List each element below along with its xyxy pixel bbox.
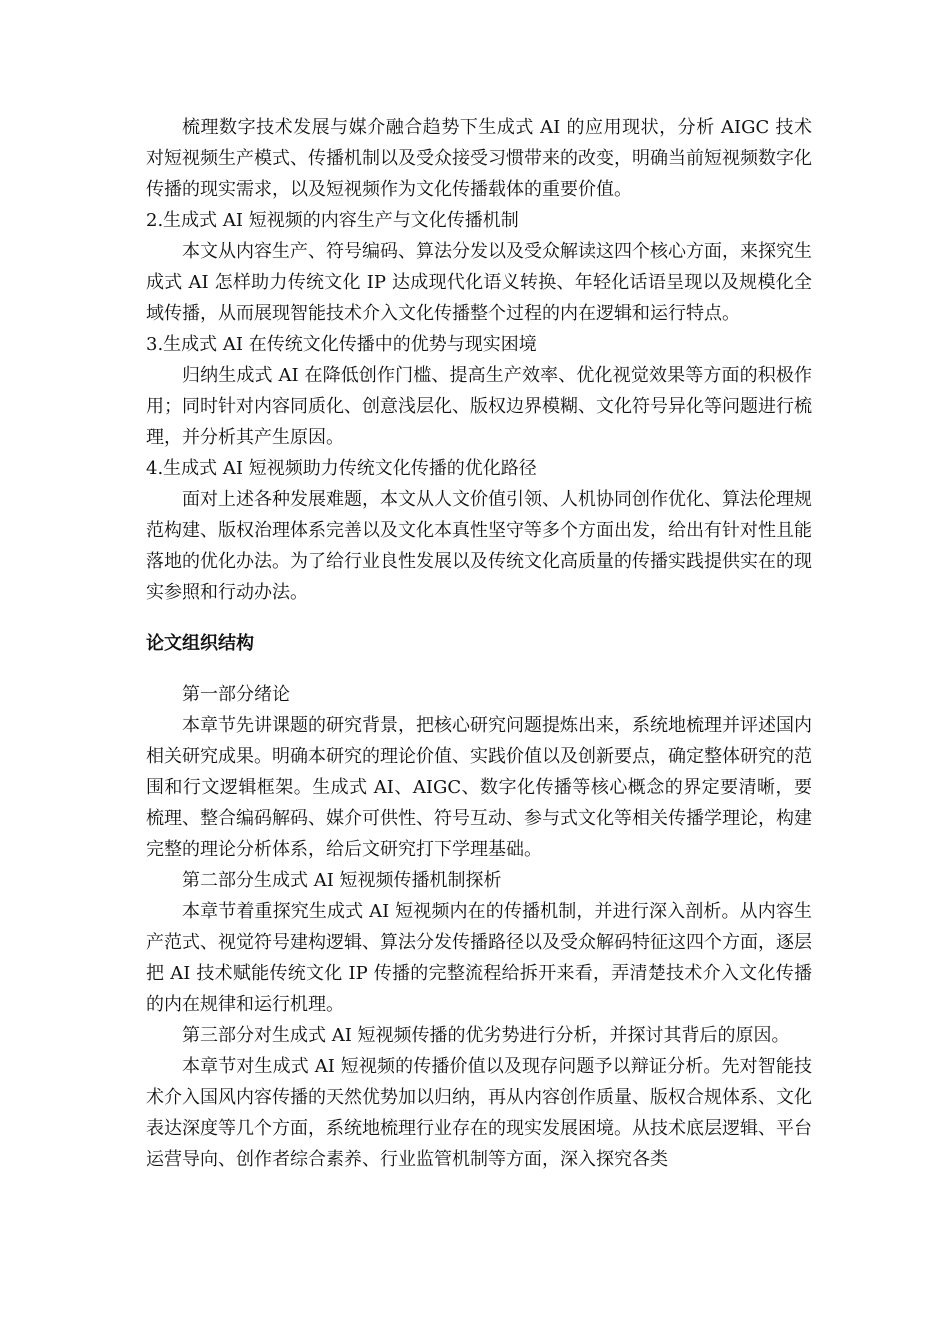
part-one-paragraph: 本章节先讲课题的研究背景，把核心研究问题提炼出来，系统地梳理并评述国内相关研究成果。明确本研究的理论价值、实践价值以及创新要点，确定整体研究的范围和行文逻辑框架。生成式 AI、AIGC、数字化传播等核心概念的界定要清晰，要梳理、整合编码解码、媒介可供性、符号互动、参与式文化等相关传播学理论，构建完整的理论分析体系，给后文研究打下学理基础。 bbox=[146, 715, 812, 860]
part-three-paragraph: 本章节对生成式 AI 短视频的传播价值以及现存问题予以辩证分析。先对智能技术介入国风内容传播的天然优势加以归纳，再从内容创作质量、版权合规体系、文化表达深度等几个方面，系统地梳理行业存在的现实发展困境。从技术底层逻辑、平台运营导向、创作者综合素养、行业监管机制等方面，深入探究各类 bbox=[146, 1056, 812, 1170]
paragraph-advantages-dilemmas: 归纳生成式 AI 在降低创作门槛、提高生产效率、优化视觉效果等方面的积极作用；同时针对内容同质化、创意浅层化、版权边界模糊、文化符号异化等问题进行梳理，并分析其产生原因。 bbox=[146, 365, 812, 448]
subheading-optimization-path: 4.生成式 AI 短视频助力传统文化传播的优化路径 bbox=[146, 458, 537, 479]
part-two-title: 第二部分生成式 AI 短视频传播机制探析 bbox=[182, 870, 502, 891]
paragraph-content-production: 本文从内容生产、符号编码、算法分发以及受众解读这四个核心方面，来探究生成式 AI 怎样助力传统文化 IP 达成现代化语义转换、年轻化话语呈现以及规模化全域传播，从而展现智能技术介入文化传播整个过程的内在逻辑和运行特点。 bbox=[146, 241, 812, 324]
section-heading-thesis-structure: 论文组织结构 bbox=[146, 633, 254, 654]
document-body bbox=[146, 112, 812, 1175]
paragraph-optimization-path: 面对上述各种发展难题，本文从人文价值引领、人机协同创作优化、算法伦理规范构建、版权治理体系完善以及文化本真性坚守等多个方面出发，给出有针对性且能落地的优化办法。为了给行业良性发展以及传统文化高质量的传播实践提供实在的现实参照和行动办法。 bbox=[146, 489, 812, 603]
subheading-advantages-dilemmas: 3.生成式 AI 在传统文化传播中的优势与现实困境 bbox=[146, 334, 537, 355]
subheading-content-production: 2.生成式 AI 短视频的内容生产与文化传播机制 bbox=[146, 210, 519, 231]
paragraph-background-review: 梳理数字技术发展与媒介融合趋势下生成式 AI 的应用现状，分析 AIGC 技术对短视频生产模式、传播机制以及受众接受习惯带来的改变，明确当前短视频数字化传播的现实需求，以及短视频作为文化传播载体的重要价值。 bbox=[146, 117, 812, 200]
part-three-title: 第三部分对生成式 AI 短视频传播的优劣势进行分析，并探讨其背后的原因。 bbox=[182, 1025, 790, 1046]
part-one-title: 第一部分绪论 bbox=[182, 684, 290, 705]
part-two-paragraph: 本章节着重探究生成式 AI 短视频内在的传播机制，并进行深入剖析。从内容生产范式、视觉符号建构逻辑、算法分发传播路径以及受众解码特征这四个方面，逐层把 AI 技术赋能传统文化 IP 传播的完整流程给拆开来看，弄清楚技术介入文化传播的内在规律和运行机理。 bbox=[146, 901, 812, 1015]
